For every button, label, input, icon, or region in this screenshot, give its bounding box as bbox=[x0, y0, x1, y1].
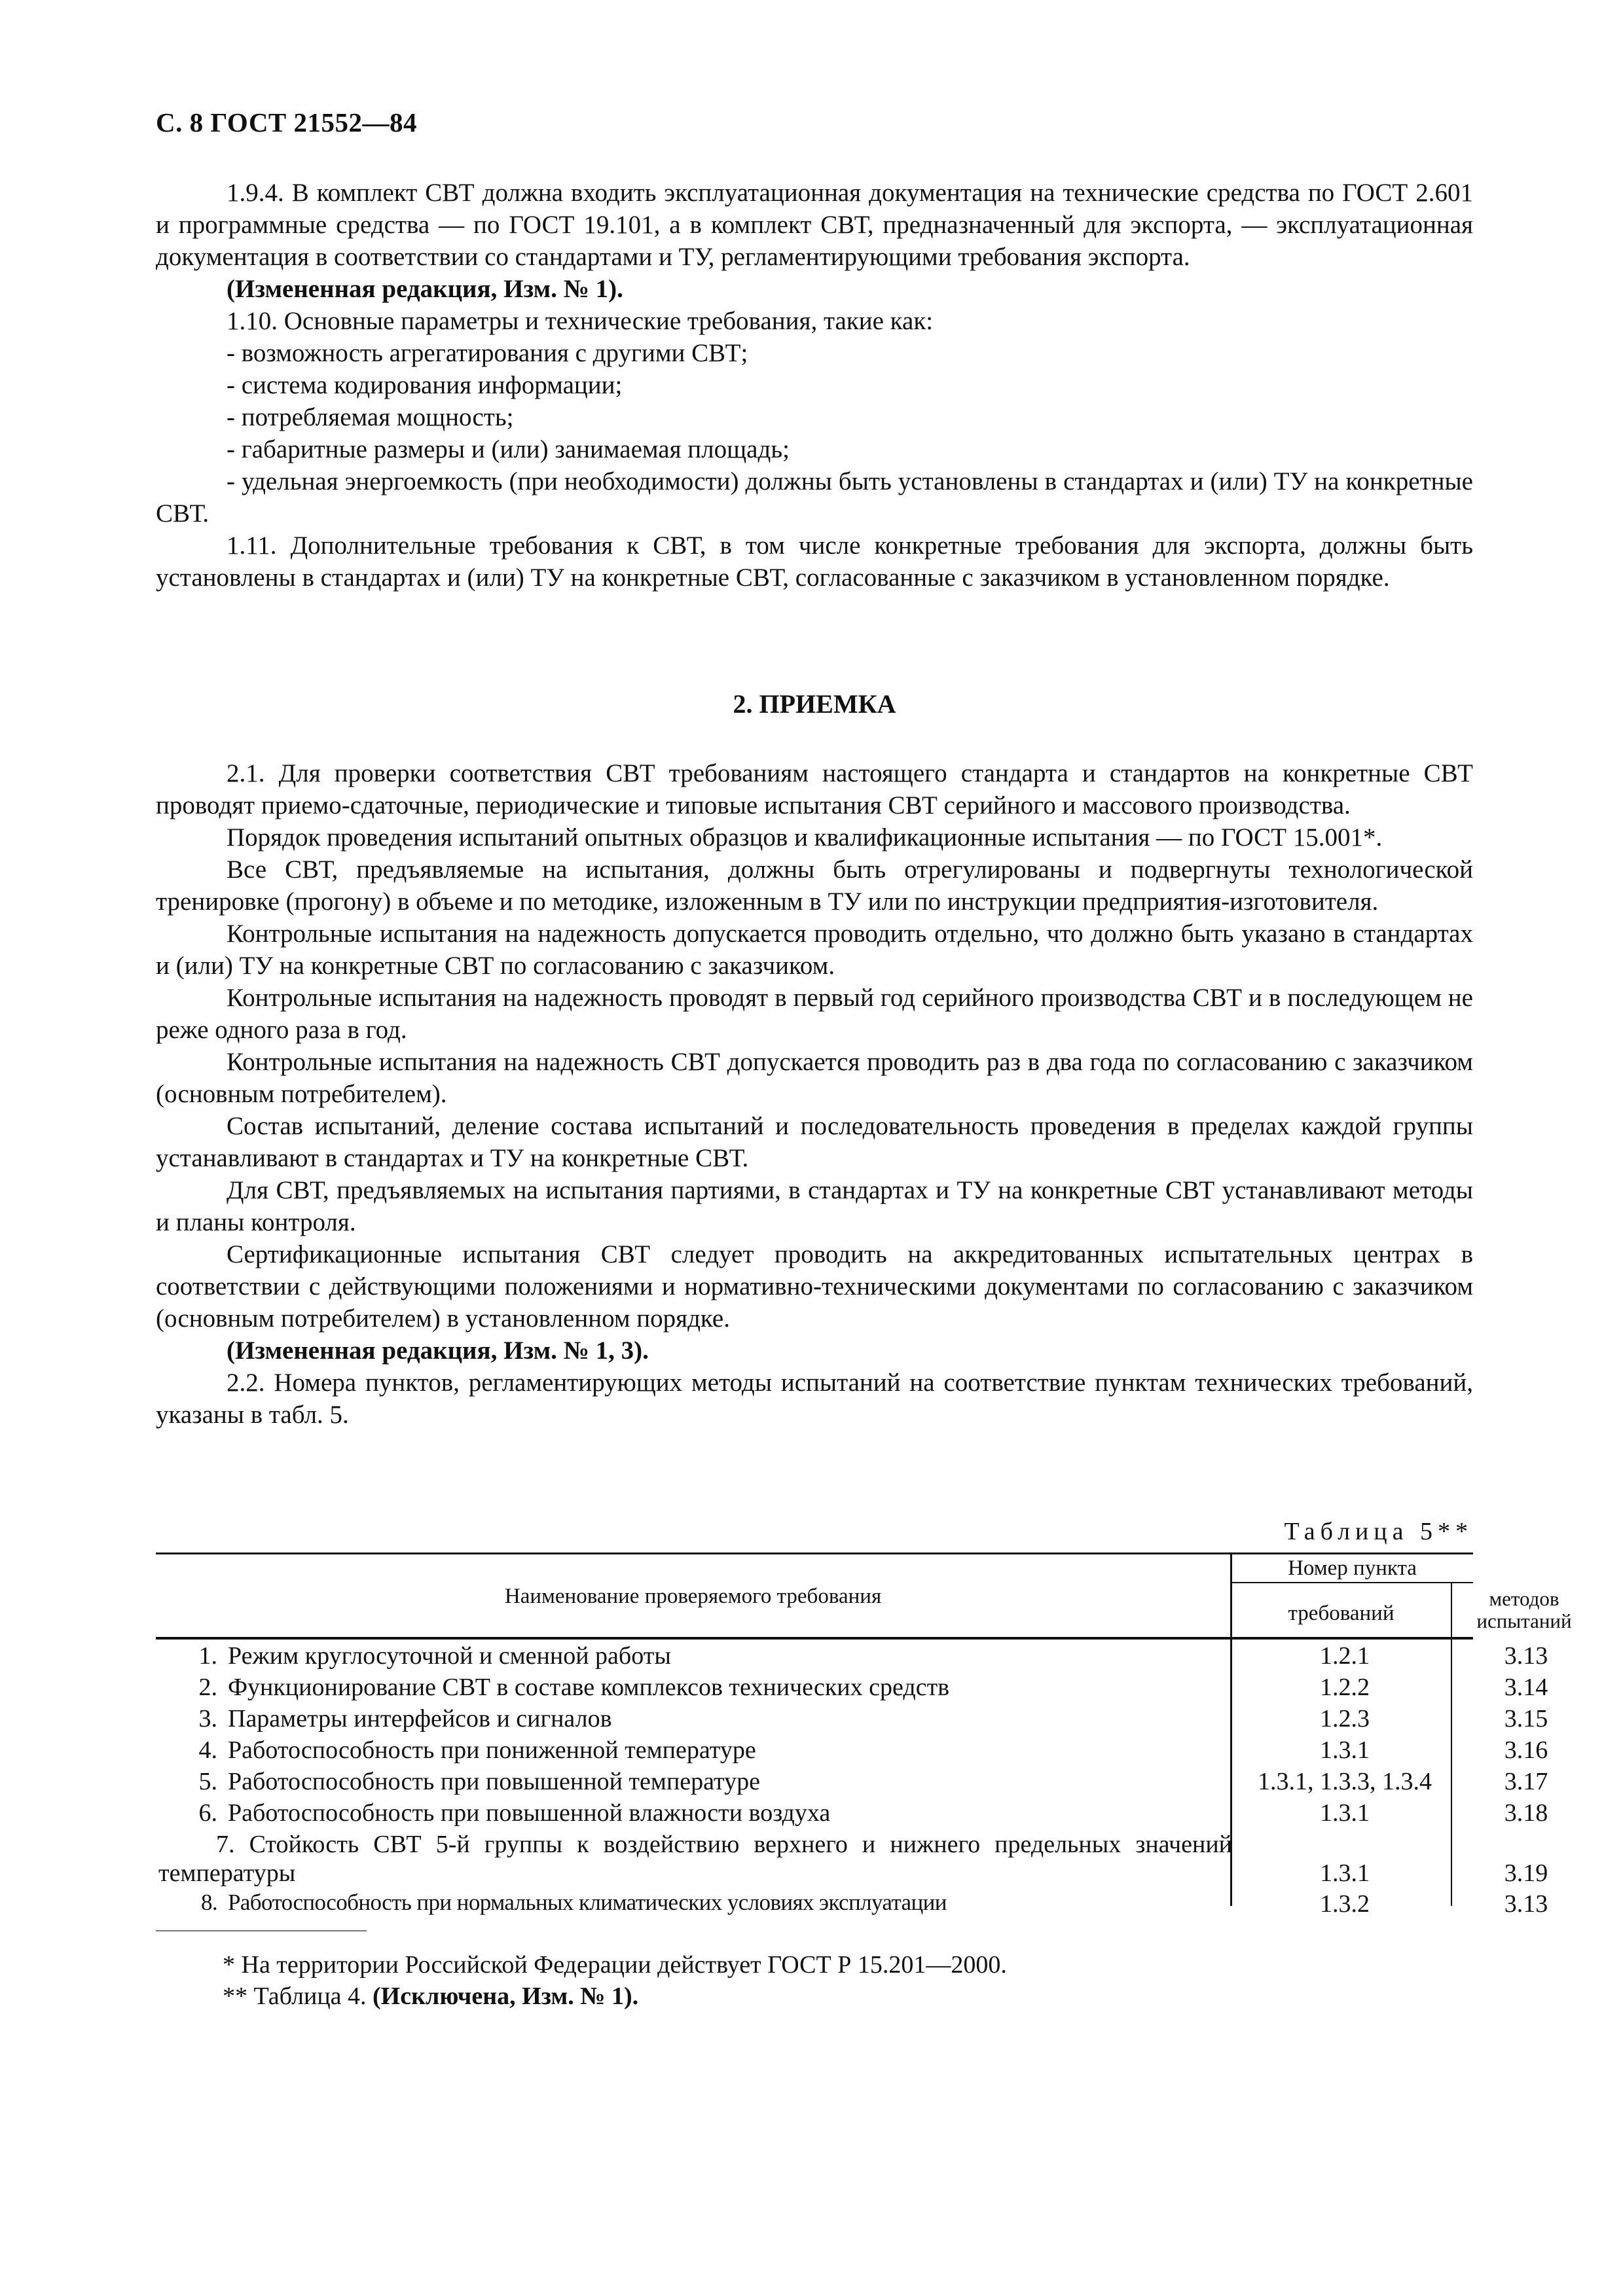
row-number: 3. bbox=[198, 1705, 217, 1732]
row-method: 3.15 bbox=[1504, 1705, 1548, 1732]
footnotes bbox=[223, 1949, 1467, 2012]
row-number: 1. bbox=[198, 1642, 217, 1670]
table-header-rule bbox=[156, 1637, 1473, 1640]
row-method: 3.17 bbox=[1504, 1768, 1548, 1795]
list-item: - система кодирования информации; bbox=[227, 371, 623, 399]
table-row bbox=[156, 1673, 1548, 1706]
table-group-rule bbox=[1231, 1582, 1473, 1583]
row-number: 6. bbox=[198, 1799, 217, 1827]
row-req: 1.2.2 bbox=[1320, 1674, 1370, 1701]
paragraph: Контрольные испытания на надежность проводят в первый год серийного производства СВТ и в последующем не реже одного раза в год. bbox=[156, 984, 1473, 1044]
list-item: - потребляемая мощность; bbox=[227, 403, 514, 431]
footnote-2-text: ** Таблица 4. bbox=[223, 1982, 367, 2010]
paragraph-1-9-4: 1.9.4. В комплект СВТ должна входить эксплуатационная документация на технические средства по ГОСТ 2.601 и программные средства — по ГОСТ 19.101, а в комплект СВТ, предназначенный для экспорта, — эксплуатационная документация в соответствии со стандартами и ТУ, регламентирующими требования экспорта. bbox=[156, 179, 1473, 271]
paragraph: Сертификационные испытания СВТ следует проводить на аккредитованных испытательных центрах в соответствии с действующими положениями и нормативно-техническими документами по согласованию с заказчиком (основным потребителем) в установленном порядке. bbox=[156, 1240, 1473, 1333]
page-header: С. 8 ГОСТ 21552—84 bbox=[156, 107, 418, 137]
row-name: Работоспособность при повышенной влажности воздуха bbox=[228, 1799, 831, 1827]
row-req: 1.2.1 bbox=[1320, 1642, 1370, 1670]
footnote-2-note: (Исключена, Изм. № 1). bbox=[373, 1982, 639, 2010]
footnote-2 bbox=[223, 1981, 1467, 2012]
row-name: Работоспособность при повышенной температуре bbox=[228, 1768, 761, 1795]
edit-note-1-3: (Измененная редакция, Изм. № 1, 3). bbox=[227, 1336, 649, 1365]
paragraph: Состав испытаний, деление состава испытаний и последовательность проведения в пределах каждой группы устанавливают в стандартах и ТУ на конкретные СВТ. bbox=[156, 1112, 1473, 1172]
paragraph-2-1: 2.1. Для проверки соответствия СВТ требованиям настоящего стандарта и стандартов на конкретные СВТ проводят приемо-сдаточные, периодические и типовые испытания СВТ серийного и массового производства. bbox=[156, 759, 1473, 819]
table-row bbox=[156, 1767, 1548, 1800]
column-header-requirements: требований bbox=[1288, 1602, 1395, 1625]
section-2-text bbox=[156, 757, 1473, 1431]
row-req: 1.2.3 bbox=[1320, 1705, 1370, 1732]
paragraph: Контрольные испытания на надежность допускается проводить отдельно, что должно быть указано в стандартах и (или) ТУ на конкретные СВТ по согласованию с заказчиком. bbox=[156, 920, 1473, 980]
row-name: Режим круглосуточной и сменной работы bbox=[228, 1642, 671, 1670]
paragraph-1-11: 1.11. Дополнительные требования к СВТ, в том числе конкретные требования для экспорта, должны быть установлены в стандартах и (или) ТУ на конкретные СВТ, согласованные с заказчиком в установленном порядке. bbox=[156, 531, 1473, 592]
row-number: 4. bbox=[198, 1736, 217, 1764]
row-name: Работоспособность при пониженной температуре bbox=[228, 1736, 756, 1764]
row-req: 1.3.2 bbox=[1320, 1890, 1370, 1918]
paragraph-1-10: 1.10. Основные параметры и технические требования, такие как: bbox=[227, 307, 934, 335]
table-row bbox=[156, 1830, 1548, 1889]
section-1-text bbox=[156, 177, 1473, 594]
paragraph: Порядок проведения испытаний опытных образцов и квалификационные испытания — по ГОСТ 15.001*. bbox=[227, 823, 1383, 852]
list-item: - удельная энергоемкость (при необходимости) должны быть установлены в стандартах и (или) ТУ на конкретные СВТ. bbox=[156, 467, 1473, 528]
table-top-rule bbox=[156, 1552, 1473, 1554]
row-req: 1.3.1, 1.3.3, 1.3.4 bbox=[1258, 1768, 1432, 1795]
row-name: Работоспособность при нормальных климатических условиях эксплуатации bbox=[228, 1890, 947, 1915]
row-number: 5. bbox=[198, 1768, 217, 1795]
list-item: - габаритные размеры и (или) занимаемая площадь; bbox=[227, 435, 790, 463]
table-row bbox=[156, 1704, 1548, 1737]
paragraph: Все СВТ, предъявляемые на испытания, должны быть отрегулированы и подвергнуты технологической тренировке (прогону) в объеме и по методике, изложенным в ТУ или по инструкции предприятия-изготовителя. bbox=[156, 855, 1473, 916]
row-name: Стойкость СВТ 5-й группы к воздействию верхнего и нижнего предельных значений температуры bbox=[158, 1831, 1232, 1887]
row-number: 2. bbox=[198, 1674, 217, 1701]
table-row bbox=[156, 1736, 1548, 1768]
row-number: 8. bbox=[200, 1890, 217, 1915]
footnote-separator bbox=[156, 1930, 367, 1931]
row-req: 1.3.1 bbox=[1320, 1859, 1370, 1887]
column-header-group: Номер пункта bbox=[1288, 1556, 1417, 1580]
paragraph-2-2: 2.2. Номера пунктов, регламентирующих методы испытаний на соответствие пунктам технических требований, указаны в табл. 5. bbox=[156, 1369, 1473, 1429]
row-name: Параметры интерфейсов и сигналов bbox=[228, 1705, 612, 1732]
row-name: Функционирование СВТ в составе комплексов технических средств bbox=[228, 1674, 950, 1701]
edit-note-1: (Измененная редакция, Изм. № 1). bbox=[227, 275, 623, 303]
row-method: 3.19 bbox=[1504, 1859, 1548, 1887]
row-method: 3.13 bbox=[1504, 1890, 1548, 1918]
section-title: 2. ПРИЕМКА bbox=[733, 689, 896, 719]
row-method: 3.14 bbox=[1504, 1674, 1548, 1701]
row-method: 3.18 bbox=[1504, 1799, 1548, 1827]
table-row bbox=[156, 1890, 1548, 1922]
column-header-name: Наименование проверяемого требования bbox=[504, 1585, 882, 1608]
table-row bbox=[156, 1641, 1548, 1674]
row-method: 3.13 bbox=[1504, 1642, 1548, 1670]
table-row bbox=[156, 1799, 1548, 1831]
row-req: 1.3.1 bbox=[1320, 1736, 1370, 1764]
list-item: - возможность агрегатирования с другими СВТ; bbox=[227, 339, 748, 367]
paragraph: Для СВТ, предъявляемых на испытания партиями, в стандартах и ТУ на конкретные СВТ устанавливают методы и планы контроля. bbox=[156, 1176, 1473, 1236]
footnote-1: * На территории Российской Федерации действует ГОСТ Р 15.201—2000. bbox=[223, 1951, 1007, 1979]
table-caption: Таблица 5** bbox=[1284, 1518, 1473, 1545]
row-method: 3.16 bbox=[1504, 1736, 1548, 1764]
paragraph: Контрольные испытания на надежность СВТ допускается проводить раз в два года по согласованию с заказчиком (основным потребителем). bbox=[156, 1048, 1473, 1108]
column-header-methods: методов испытаний bbox=[1476, 1587, 1572, 1632]
row-number: 7. bbox=[216, 1831, 235, 1858]
row-req: 1.3.1 bbox=[1320, 1799, 1370, 1827]
